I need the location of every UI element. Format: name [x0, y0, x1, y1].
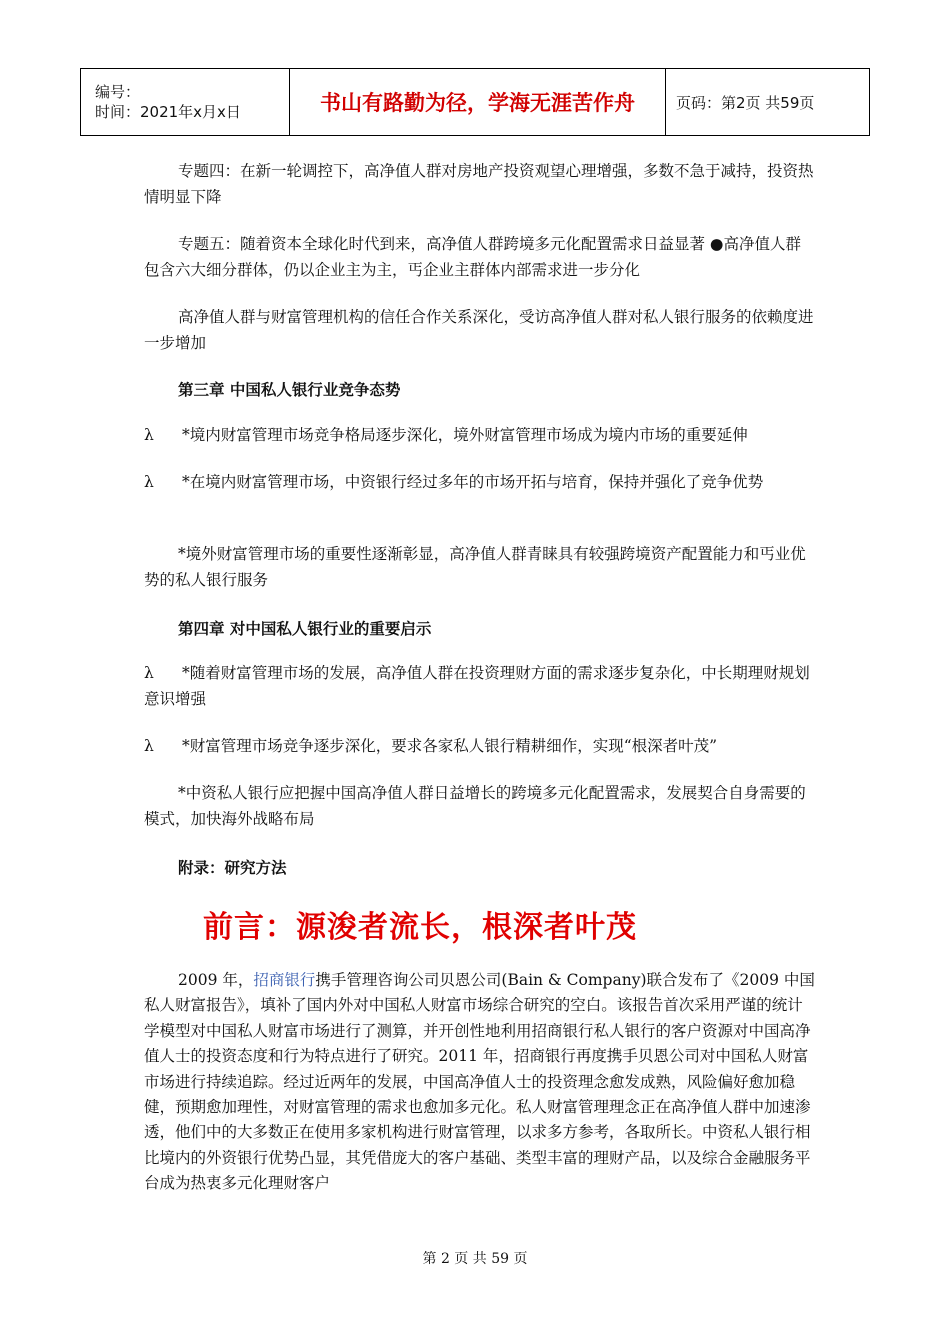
header-table: [80, 68, 870, 136]
preface-part2: 携手管理咨询公司贝恩公司(Bain & Company)联合发布了《2009 中国私人财富报告》，填补了国内外对中国私人财富市场综合研究的空白。该报告首次采用严谨的统计学模型对中国私人财富市场进行了测算，并开创性地利用招商银行私人银行的客户资源对中国高净值人士的投资态度和行为特点进行了研究。2011 年，招商银行再度携手贝恩公司对中国私人财富市场进行持续追踪。经过近两年的发展，中国高净值人士的投资理念愈发成熟，风险偏好愈加稳健，预期愈加理性，对财富管理的需求也愈加多元化。私人财富管理理念正在高净值人群中加速渗透，他们中的大多数正在使用多家机构进行财富管理，以求多方参考，各取所长。中资私人银行相比境内的外资银行优势凸显，其凭借庞大的客户基础、类型丰富的理财产品，以及综合金融服务平台成为热衷多元化理财客户: [144, 971, 815, 1193]
chapter3-heading: 第三章 中国私人银行业竞争态势: [178, 381, 401, 399]
chapter3-item3: *境外财富管理市场的重要性逐渐彰显，高净值人群青睐具有较强跨境资产配置能力和丐业优势的私人银行服务: [144, 545, 806, 589]
chapter3-item2-text: *在境内财富管理市场，中资银行经过多年的市场开拓与培育，保持并强化了竞争优势: [182, 473, 764, 491]
page-label: 页码：第2页 共59页: [666, 69, 870, 136]
preface-part1: 2009 年，: [178, 971, 254, 989]
chapter4-item1-text: *随着财富管理市场的发展，高净值人群在投资理财方面的需求逐步复杂化，中长期理财规划意识增强: [144, 664, 810, 708]
trust-paragraph: 高净值人群与财富管理机构的信任合作关系深化，受访高净值人群对私人银行服务的依赖度进一步增加: [144, 308, 814, 352]
motto: 书山有路勤为径，学海无涯苦作舟: [290, 69, 666, 136]
bullet-mark: λ: [144, 426, 154, 444]
topic5-paragraph: 专题五：随着资本全球化时代到来，高净值人群跨境多元化配置需求日益显著 ●高净值人群包含六大细分群体，仍以企业主为主，丐企业主群体内部需求进一步分化: [144, 235, 801, 279]
header-left-cell: [81, 69, 290, 136]
cmb-link[interactable]: 招商银行: [253, 971, 316, 989]
bullet-mark: λ: [144, 664, 154, 682]
chapter4-item2: [144, 733, 816, 759]
time-label: 时间：2021年x月x日: [95, 103, 241, 121]
appendix-heading: 附录：研究方法: [178, 859, 287, 877]
page-footer: 第 2 页 共 59 页: [422, 1251, 528, 1267]
bullet-mark: λ: [144, 473, 154, 491]
chapter4-heading: 第四章 对中国私人银行业的重要启示: [178, 620, 432, 638]
chapter3-item2: [144, 469, 816, 495]
chapter3-item1: [144, 422, 816, 448]
chapter4-item1: [144, 660, 816, 712]
chapter4-item2-text: *财富管理市场竞争逐步深化，要求各家私人银行精耕细作，实现“根深者叶茂”: [182, 737, 718, 755]
chapter4-item3: *中资私人银行应把握中国高净值人群日益增长的跨境多元化配置需求，发展契合自身需要的模式，加快海外战略布局: [144, 784, 806, 828]
bullet-mark: λ: [144, 737, 154, 755]
preface-title: 前言：源浚者流长，根深者叶茂: [203, 910, 637, 945]
preface-paragraph: [144, 968, 816, 1197]
chapter3-item1-text: *境内财富管理市场竞争格局逐步深化，境外财富管理市场成为境内市场的重要延伸: [182, 426, 748, 444]
number-label: 编号：: [95, 83, 141, 101]
topic4-paragraph: 专题四：在新一轮调控下，高净值人群对房地产投资观望心理增强，多数不急于减持，投资热情明显下降: [144, 162, 814, 206]
